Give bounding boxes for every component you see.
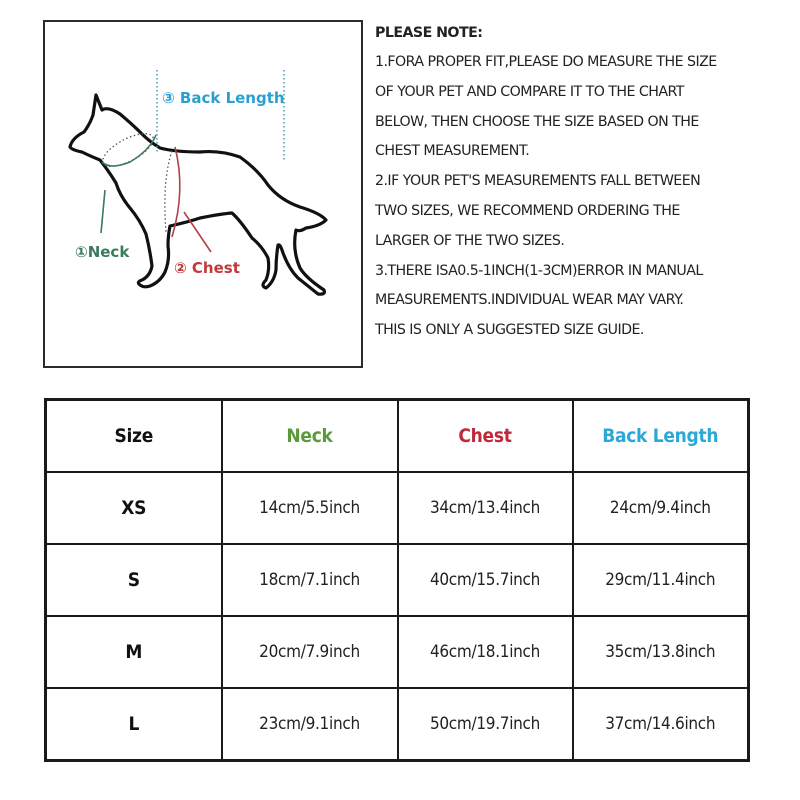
header-chest: Chest	[398, 400, 573, 473]
note-line: THIS IS ONLY A SUGGESTED SIZE GUIDE.	[375, 322, 644, 339]
header-back-length: Back Length	[573, 400, 749, 473]
table-header-row	[46, 400, 749, 473]
size-cell: XS	[46, 472, 222, 544]
note-title: PLEASE NOTE:	[375, 25, 483, 41]
note-line: 3.THERE ISA0.5-1INCH(1-3CM)ERROR IN MANUAL	[375, 262, 703, 279]
note-line: LARGER OF THE TWO SIZES.	[375, 232, 565, 249]
neck-pointer-line	[101, 190, 105, 233]
note-line: OF YOUR PET AND COMPARE IT TO THE CHART	[375, 83, 684, 100]
neck-cell: 14cm/5.5inch	[222, 472, 398, 544]
neck-cell: 18cm/7.1inch	[222, 544, 398, 616]
table-row	[46, 472, 749, 544]
neck-measure-ring-dotted	[98, 127, 158, 173]
dog-illustration	[43, 20, 363, 368]
header-neck: Neck	[222, 400, 398, 473]
back-length-cell: 35cm/13.8inch	[573, 616, 749, 688]
chest-cell: 46cm/18.1inch	[398, 616, 573, 688]
note-line: 1.FORA PROPER FIT,PLEASE DO MEASURE THE SIZE	[375, 54, 717, 70]
table-row	[46, 688, 749, 761]
back-length-cell: 24cm/9.4inch	[573, 472, 749, 544]
size-cell: S	[46, 544, 222, 616]
table-row	[46, 544, 749, 616]
neck-label: ①Neck	[75, 243, 130, 261]
size-cell: M	[46, 616, 222, 688]
size-chart-table	[44, 398, 750, 762]
note-line: MEASUREMENTS.INDIVIDUAL WEAR MAY VARY.	[375, 292, 684, 309]
note-line: BELOW, THEN CHOOSE THE SIZE BASED ON THE	[375, 113, 699, 130]
back-length-cell: 29cm/11.4inch	[573, 544, 749, 616]
chest-cell: 40cm/15.7inch	[398, 544, 573, 616]
table-row	[46, 616, 749, 688]
back-length-cell: 37cm/14.6inch	[573, 688, 749, 761]
chest-cell: 34cm/13.4inch	[398, 472, 573, 544]
size-cell: L	[46, 688, 222, 761]
chest-label: ② Chest	[174, 259, 240, 277]
chest-measure-dotted	[165, 151, 172, 232]
neck-cell: 20cm/7.9inch	[222, 616, 398, 688]
chest-cell: 50cm/19.7inch	[398, 688, 573, 761]
please-note-section	[375, 18, 795, 346]
note-line: TWO SIZES, WE RECOMMEND ORDERING THE	[375, 202, 680, 219]
back-length-label: ③ Back Length	[162, 89, 285, 107]
measurement-diagram	[43, 20, 363, 368]
neck-cell: 23cm/9.1inch	[222, 688, 398, 761]
header-size: Size	[46, 400, 222, 473]
note-line: 2.IF YOUR PET'S MEASUREMENTS FALL BETWEEN	[375, 173, 701, 190]
note-line: CHEST MEASUREMENT.	[375, 143, 530, 160]
